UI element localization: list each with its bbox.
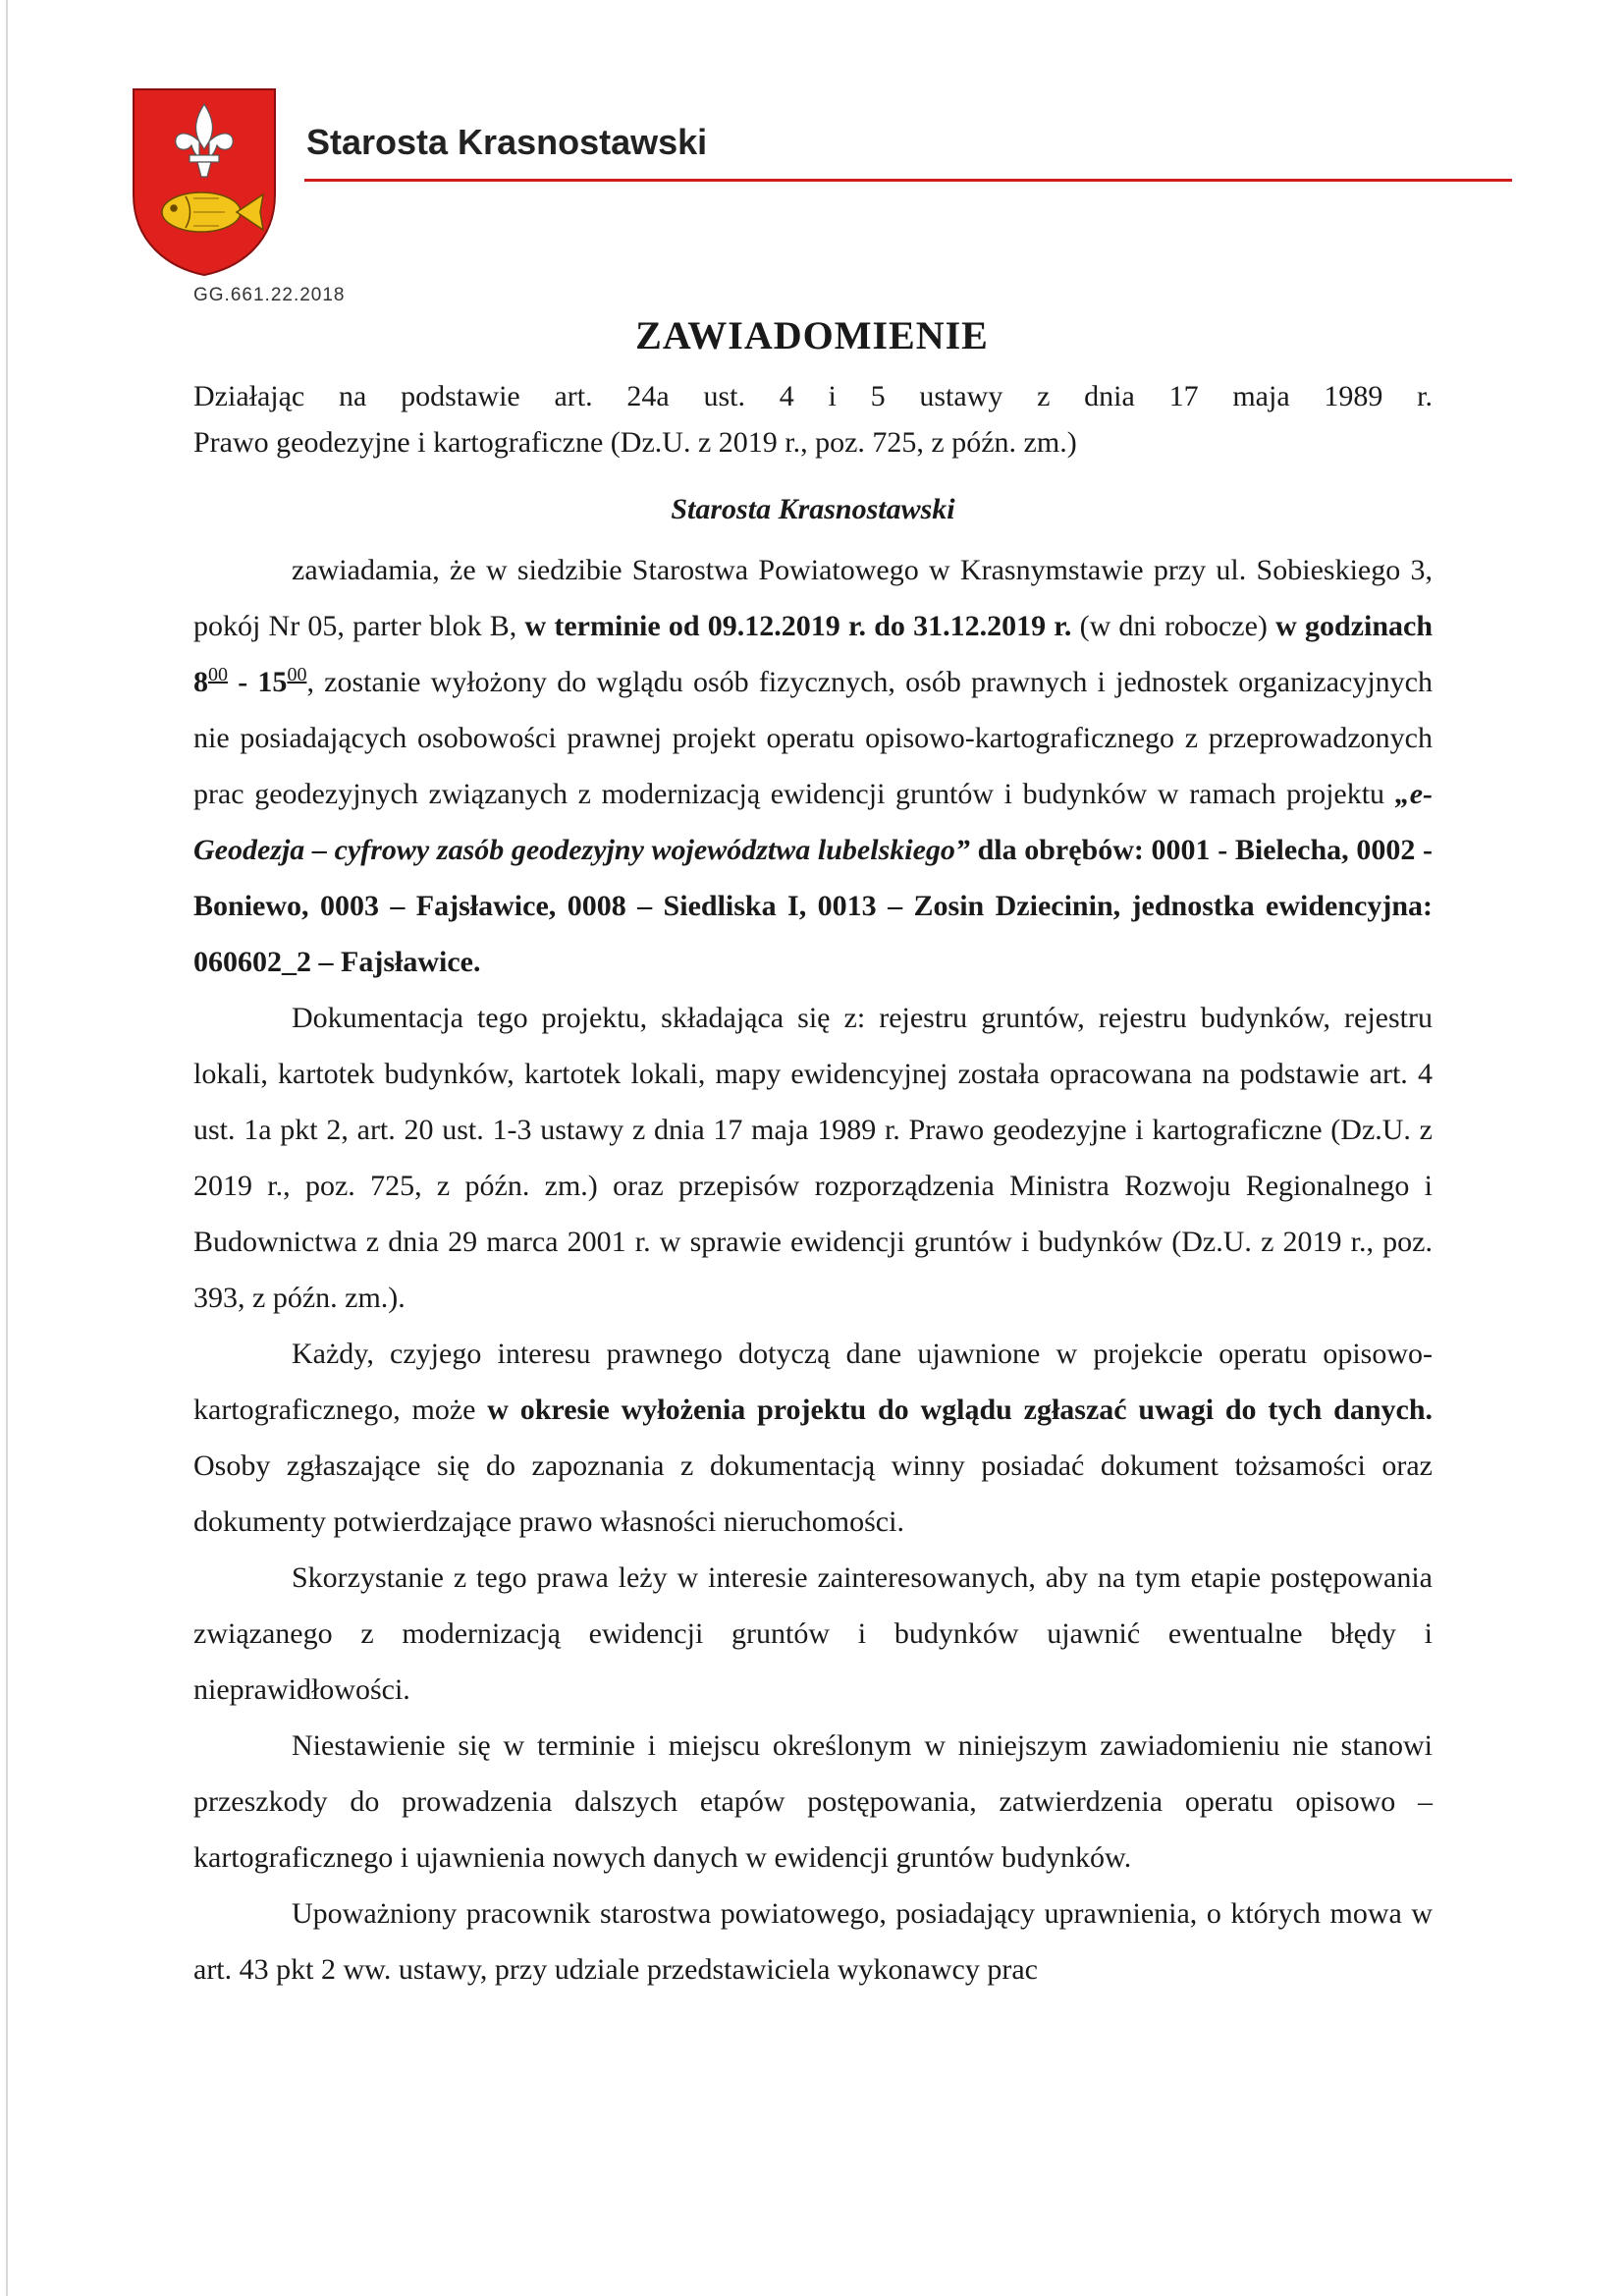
authority-name: Starosta Krasnostawski bbox=[671, 493, 955, 525]
p1-text-e: , zostanie wyłożony do wglądu osób fizycznych, osób prawnych i jednostek organizacyjnych nie posiadających osobowości prawnej projekt operatu opisowo-kartograficznego z przeprowadzonych prac geodezyjnych związanych z modernizacją ewidencji gruntów i budynków w ramach projektu bbox=[193, 666, 1433, 810]
p1-precincts: dla obrębów: 0001 - Bielecha, 0002 - Boniewo, 0003 – Fajsławice, 0008 – Siedliska I, 0013 – Zosin Dziecinin, jednostka ewidencyjna: 060602_2 – Fajsławice. bbox=[193, 834, 1434, 978]
p3-text-a: Każdy, czyjego interesu prawnego dotyczą dane ujawnione w projekcie operatu opisowo-kartograficznego, może bbox=[193, 1338, 1433, 1426]
paragraph-3 bbox=[193, 1326, 1433, 1550]
document-body bbox=[193, 373, 1433, 1997]
p1-hours-b: - 15 bbox=[228, 666, 288, 698]
reference-number: GG.661.22.2018 bbox=[193, 285, 346, 305]
intro-line-2: Prawo geodezyjne i kartograficzne (Dz.U. z 2019 r., poz. 725, z późn. zm.) bbox=[193, 426, 1077, 459]
paragraph-6: Upoważniony pracownik starostwa powiatowego, posiadający uprawnienia, o których mowa w art. 43 pkt 2 ww. ustawy, przy udziale przedstawiciela wykonawcy prac bbox=[193, 1897, 1433, 1986]
p3-bold: w okresie wyłożenia projektu do wglądu zgłaszać uwagi do tych danych. bbox=[487, 1394, 1433, 1426]
header-rule bbox=[304, 179, 1512, 182]
paragraph-1 bbox=[193, 542, 1433, 990]
paragraph-4: Skorzystanie z tego prawa leży w interesie zainteresowanych, aby na tym etapie postępowania związanego z modernizacją ewidencji gruntów i budynków ujawnić ewentualne błędy i nieprawidłowości. bbox=[193, 1561, 1433, 1706]
document-title: ZAWIADOMIENIE bbox=[635, 313, 989, 357]
paragraph-2: Dokumentacja tego projektu, składająca się z: rejestru gruntów, rejestru budynków, rejestru lokali, kartotek budynków, kartotek lokali, mapy ewidencyjnej została opracowana na podstawie art. 4 ust. 1a pkt 2, art. 20 ust. 1-3 ustawy z dnia 17 maja 1989 r. Prawo geodezyjne i kartograficzne (Dz.U. z 2019 r., poz. 725, z późn. zm.) oraz przepisów rozporządzenia Ministra Rozwoju Regionalnego i Budownictwa z dnia 29 marca 2001 r. w sprawie ewidencji gruntów i budynków (Dz.U. z 2019 r., poz. 393, z późn. zm.). bbox=[193, 1002, 1433, 1314]
p1-text-a: zawiadamia, że w siedzibie Starostwa Powiatowego w Krasnymstawie przy ul. Sobieskiego 3, pokój Nr 05, parter blok B, bbox=[193, 554, 1433, 642]
p1-text-c: (w dni robocze) bbox=[1079, 610, 1268, 642]
intro-line-1: Działając na podstawie art. 24a ust. 4 i 5 ustawy z dnia 17 maja 1989 r. bbox=[193, 380, 1433, 412]
p3-text-c: Osoby zgłaszające się do zapoznania z dokumentacją winny posiadać dokument tożsamości oraz dokumenty potwierdzające prawo własności nieruchomości. bbox=[193, 1449, 1433, 1538]
coat-of-arms-icon bbox=[131, 86, 278, 278]
p1-project-name: „e-Geodezja – cyfrowy zasób geodezyjny województwa lubelskiego” bbox=[193, 778, 1433, 866]
p1-date-range: w terminie od 09.12.2019 r. do 31.12.2019 r. bbox=[524, 610, 1072, 642]
paragraph-5: Niestawienie się w terminie i miejscu określonym w niniejszym zawiadomieniu nie stanowi przeszkody do prowadzenia dalszych etapów postępowania, zatwierdzenia operatu opisowo – kartograficznego i ujawnienia nowych danych w ewidencji gruntów budynków. bbox=[193, 1729, 1433, 1874]
p1-hours-sup-a: 00 bbox=[208, 664, 228, 685]
org-name: Starosta Krasnostawski bbox=[306, 122, 708, 162]
p1-hours-sup-b: 00 bbox=[287, 664, 307, 685]
p1-hours-a: w godzinach 8 bbox=[193, 610, 1433, 698]
